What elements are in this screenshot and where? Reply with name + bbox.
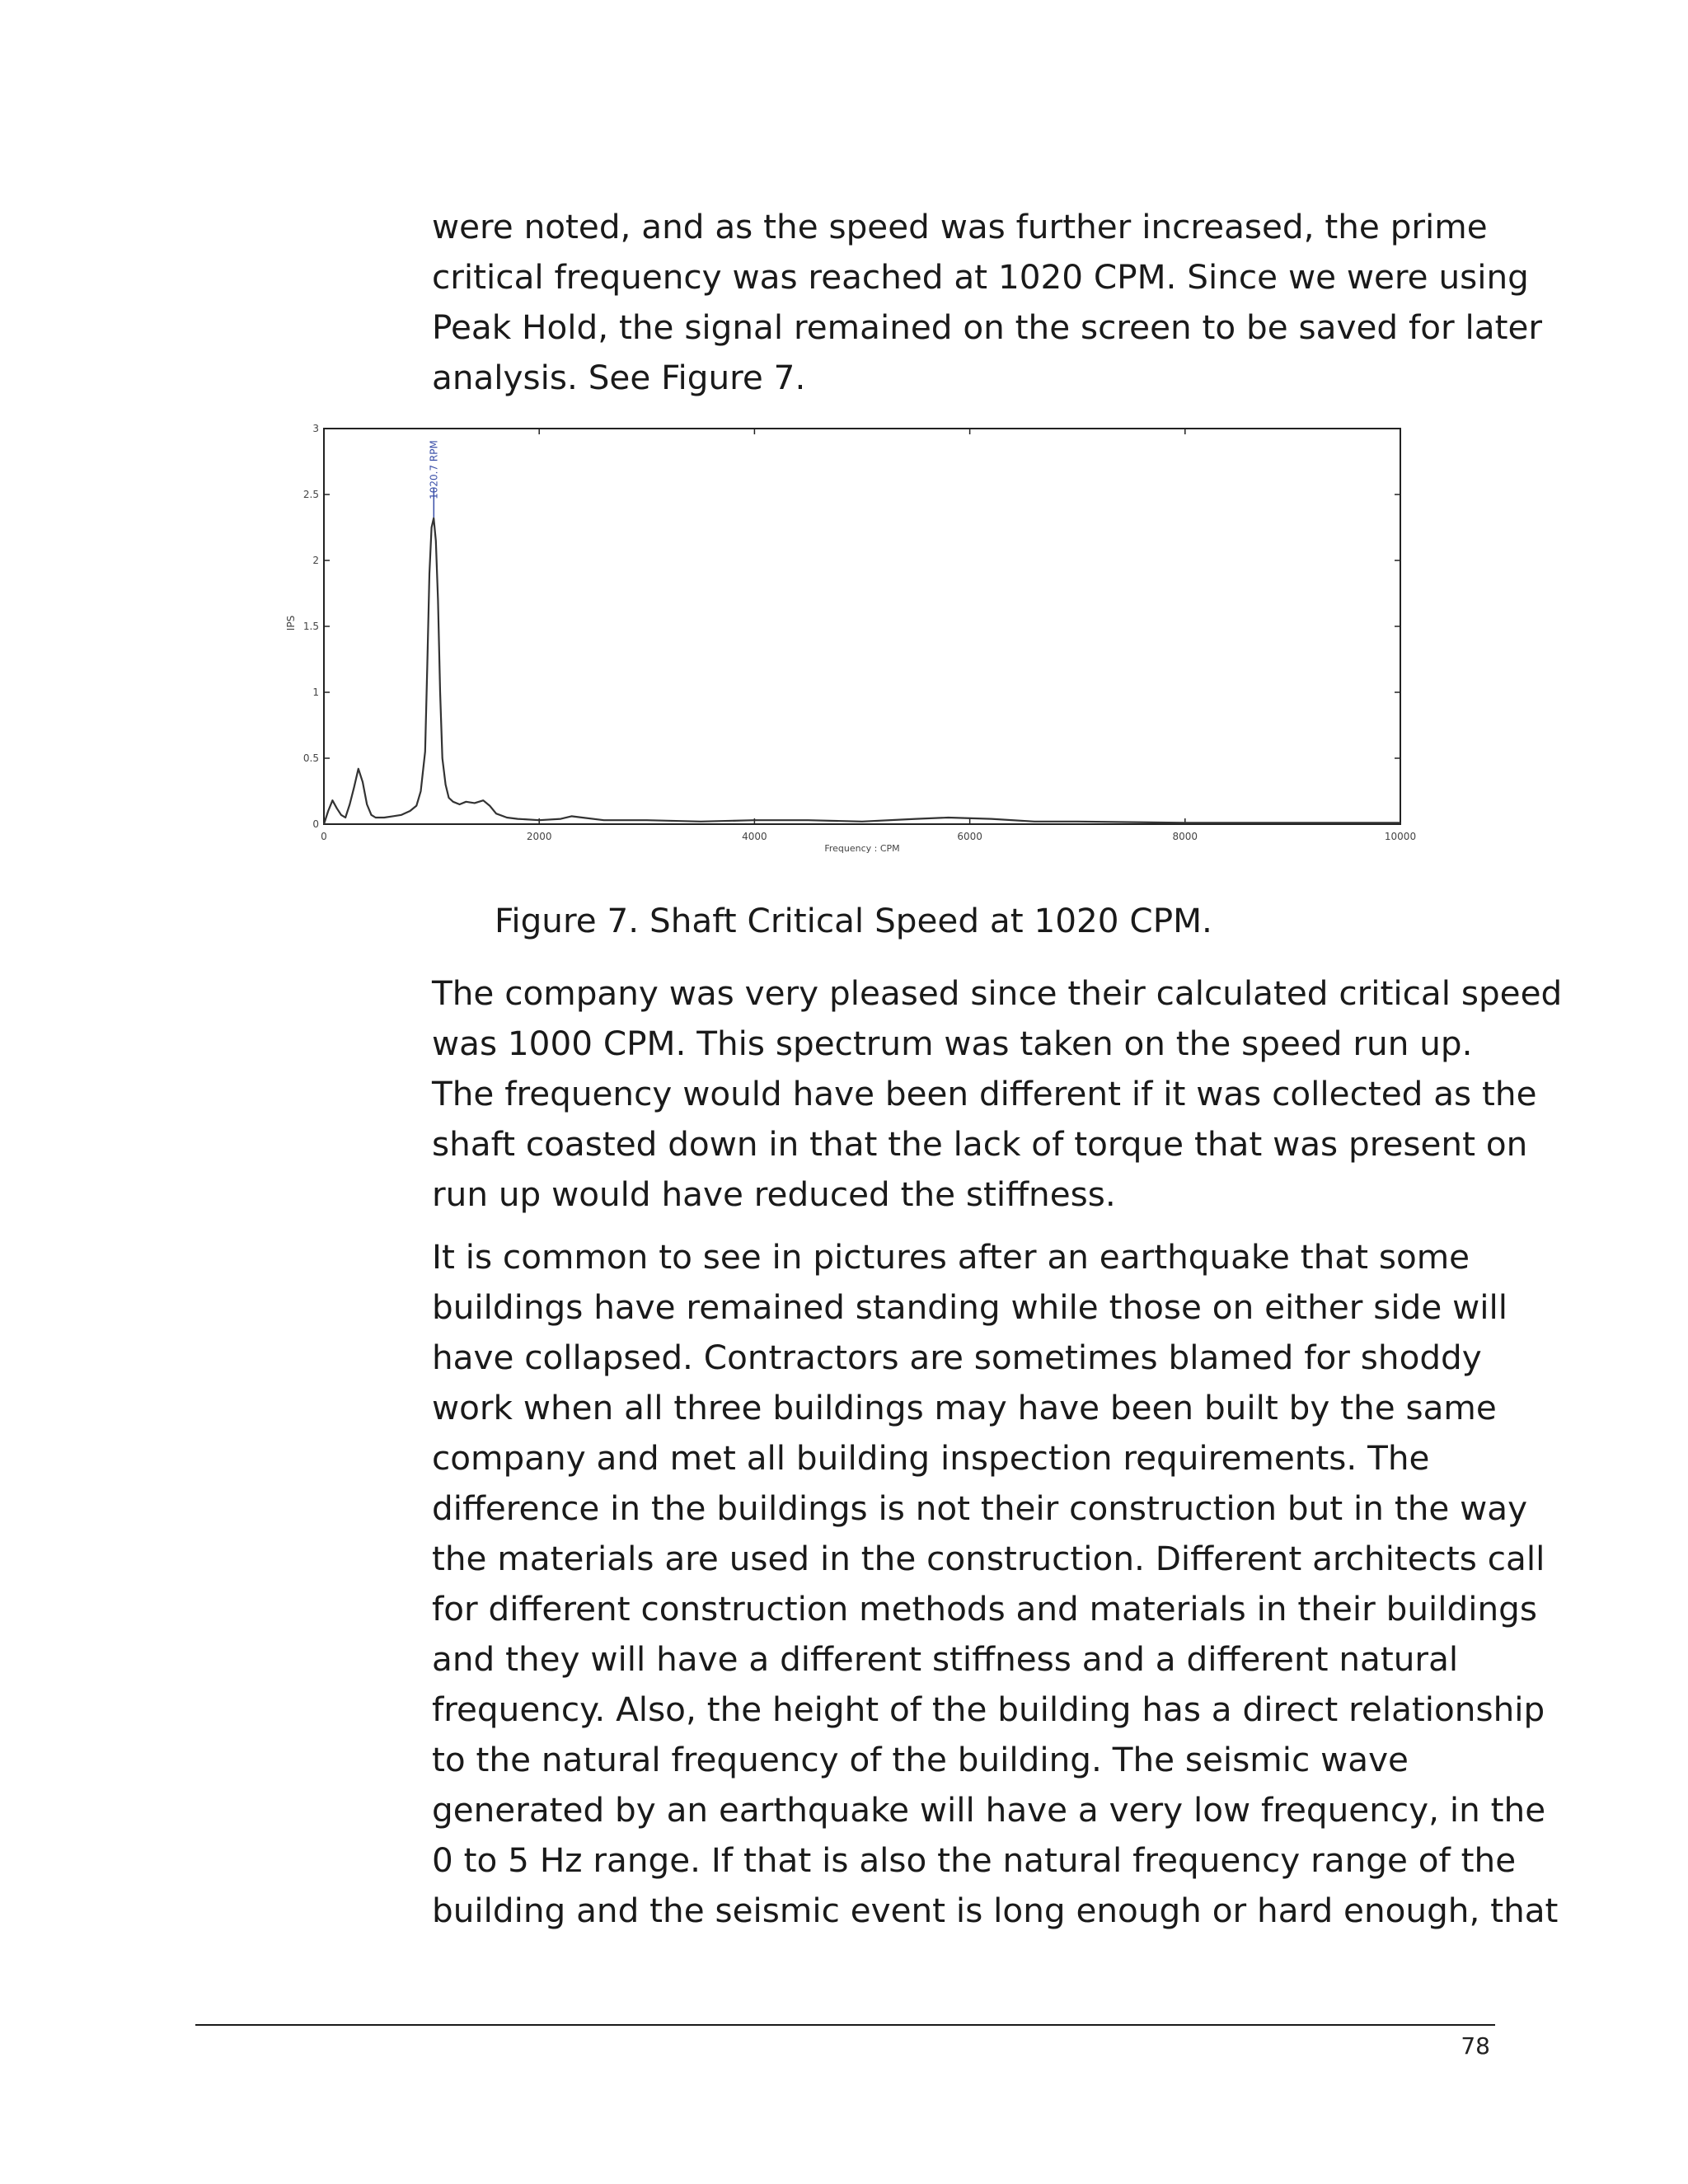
y-tick-label: 0.5 <box>302 752 319 764</box>
text-line: shaft coasted down in that the lack of torque that was present on <box>432 1124 1528 1164</box>
x-tick-label: 2000 <box>526 831 552 842</box>
x-tick-label: 4000 <box>742 831 767 842</box>
figure-caption: Figure 7. Shaft Critical Speed at 1020 CPM. <box>495 901 1212 940</box>
text-line: frequency. Also, the height of the building has a direct relationship <box>432 1690 1545 1729</box>
text-line: generated by an earthquake will have a very low frequency, in the <box>432 1790 1546 1830</box>
text-line: were noted, and as the speed was further increased, the prime <box>432 207 1488 246</box>
text-line: the materials are used in the construction. Different architects call <box>432 1539 1545 1578</box>
y-tick-label: 2.5 <box>302 489 319 500</box>
y-tick-label: 1.5 <box>302 621 319 632</box>
text-line: difference in the buildings is not their construction but in the way <box>432 1488 1528 1528</box>
text-line: to the natural frequency of the building. The seismic wave <box>432 1740 1409 1779</box>
text-line: buildings have remained standing while those on either side will <box>432 1287 1507 1327</box>
y-tick-label: 2 <box>312 555 319 566</box>
x-tick-label: 8000 <box>1172 831 1198 842</box>
x-axis-label: Frequency : CPM <box>824 843 900 854</box>
text-line: The frequency would have been different if it was collected as the <box>432 1074 1537 1113</box>
text-line: have collapsed. Contractors are sometimes blamed for shoddy <box>432 1338 1482 1377</box>
y-tick-label: 1 <box>312 687 319 698</box>
spectrum-chart-svg <box>272 422 1442 867</box>
text-line: for different construction methods and materials in their buildings <box>432 1589 1537 1629</box>
plot-frame <box>324 429 1400 824</box>
text-line: work when all three buildings may have been built by the same <box>432 1388 1497 1427</box>
y-tick-label: 3 <box>312 423 319 434</box>
paragraph-3 <box>432 1232 1559 1936</box>
x-tick-label: 6000 <box>957 831 982 842</box>
y-axis-label: IPS <box>285 615 297 631</box>
text-line: was 1000 CPM. This spectrum was taken on the speed run up. <box>432 1024 1473 1063</box>
text-line: building and the seismic event is long enough or hard enough, that <box>432 1891 1559 1930</box>
paragraph-2 <box>432 968 1563 1220</box>
text-line: company and met all building inspection requirements. The <box>432 1438 1430 1478</box>
x-tick-label: 0 <box>321 831 327 842</box>
text-line: Peak Hold, the signal remained on the screen to be saved for later <box>432 307 1543 347</box>
y-tick-label: 0 <box>312 818 319 830</box>
spectrum-line <box>324 518 1400 824</box>
figure-7-chart <box>272 422 1442 867</box>
x-tick-label: 10000 <box>1384 831 1417 842</box>
paragraph-1 <box>432 202 1543 403</box>
text-line: and they will have a different stiffness and a different natural <box>432 1639 1459 1679</box>
text-line: It is common to see in pictures after an earthquake that some <box>432 1237 1470 1277</box>
peak-annotation: 1020.7 RPM <box>428 440 440 499</box>
text-line: run up would have reduced the stiffness. <box>432 1174 1116 1214</box>
page-number: 78 <box>1461 2032 1490 2060</box>
text-line: critical frequency was reached at 1020 CPM. Since we were using <box>432 257 1529 297</box>
text-line: The company was very pleased since their calculated critical speed <box>432 973 1563 1013</box>
text-line: analysis. See Figure 7. <box>432 358 806 397</box>
footer-rule <box>195 2024 1495 2026</box>
text-line: 0 to 5 Hz range. If that is also the natural frequency range of the <box>432 1840 1517 1880</box>
